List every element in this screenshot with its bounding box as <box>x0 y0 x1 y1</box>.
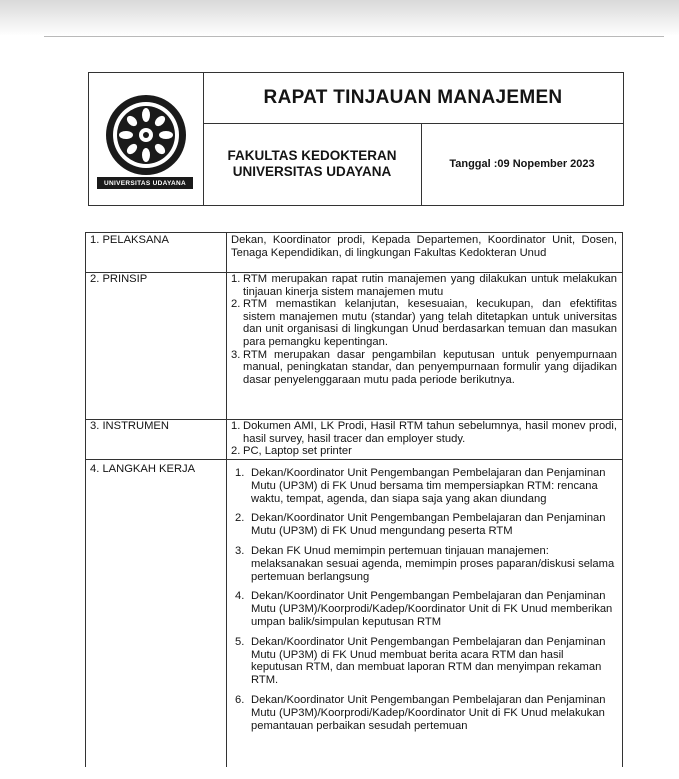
document-header <box>88 72 624 206</box>
list-item <box>231 298 617 348</box>
list-number: 1. <box>231 420 241 432</box>
list-number: 5. <box>235 635 245 648</box>
row-pelaksana <box>86 233 622 273</box>
list-text: RTM memastikan kelanjutan, kesesuaian, kecukupan, dan efektifitas sistem manajemen mutu (standar) yang telah ditetapkan untuk universitas dan unit organisasi di lingkungan Unud berdasarkan temuan dan masukan para pemangku kepentingan. <box>243 298 617 348</box>
list-item <box>231 694 617 732</box>
langkah-list <box>231 467 617 732</box>
list-number: 2. <box>231 445 241 458</box>
document-date: Tanggal :09 Nopember 2023 <box>449 158 595 170</box>
list-item <box>231 445 617 458</box>
list-text: Dekan FK Unud memimpin pertemuan tinjauan manajemen: melaksanakan sesuai agenda, memimpin proses paparan/diskusi selama pertemuan berlangsung <box>251 544 615 583</box>
list-number: 3. <box>231 348 241 361</box>
faculty-cell <box>203 123 422 205</box>
list-text: Dekan/Koordinator Unit Pengembangan Pembelajaran dan Penjaminan Mutu (UP3M) di FK Unud mengundang peserta RTM <box>251 512 606 538</box>
logo-band <box>97 177 193 189</box>
list-text: Dekan/Koordinator Unit Pengembangan Pembelajaran dan Penjaminan Mutu (UP3M)/Koorprodi/Kadep/Koordinator Unit di FK Unud melakukan pemantauan perbaikan sesudah pertemuan <box>251 693 606 732</box>
row-label-pelaksana: 1. PELAKSANA <box>90 234 169 246</box>
list-number: 3. <box>235 544 245 557</box>
list-number: 1. <box>235 467 245 479</box>
list-text: RTM merupakan dasar pengambilan keputusan untuk penyempurnaan manual, peningkatan standar, dan penyempurnaan formulir yang dijadikan dasar penyelenggaraan mutu pada periode berikutnya. <box>243 348 617 386</box>
list-item <box>231 545 617 583</box>
row-label-langkah: 4. LANGKAH KERJA <box>90 463 196 475</box>
list-text: Dekan/Koordinator Unit Pengembangan Pembelajaran dan Penjaminan Mutu (UP3M) di FK Unud membuat berita acara RTM dan hasil keputusan RTM, dan membuat laporan RTM dan menyimpan rekaman RTM. <box>251 635 606 687</box>
title-cell <box>203 73 623 124</box>
list-item <box>231 512 617 538</box>
procedure-table <box>85 232 623 767</box>
list-item <box>231 636 617 687</box>
document-title: RAPAT TINJAUAN MANAJEMEN <box>263 87 563 108</box>
page-top-shadow <box>0 0 679 36</box>
list-item <box>231 467 617 505</box>
list-text: Dekan/Koordinator Unit Pengembangan Pembelajaran dan Penjaminan Mutu (UP3M) di FK Unud bersama tim mempersiapkan RTM: rencana waktu, tempat, agenda, dan siapa saja yang akan diundang <box>251 467 606 505</box>
list-number: 2. <box>235 512 245 525</box>
university-logo-icon <box>101 93 191 177</box>
row-langkah-kerja <box>86 459 622 779</box>
list-text: Dokumen AMI, LK Prodi, Hasil RTM tahun sebelumnya, hasil monev prodi, hasil survey, hasil tracer dan employer study. <box>243 420 617 445</box>
list-item <box>231 420 617 445</box>
logo-text: UNIVERSITAS UDAYANA <box>103 179 187 187</box>
faculty-name: FAKULTAS KEDOKTERAN <box>227 148 397 163</box>
list-number: 2. <box>231 298 241 311</box>
list-item <box>231 590 617 628</box>
list-number: 6. <box>235 693 245 706</box>
list-number: 4. <box>235 590 245 603</box>
row-label-instrumen: 3. INSTRUMEN <box>90 420 169 432</box>
list-item <box>231 349 617 387</box>
list-item <box>231 273 617 298</box>
list-number: 1. <box>231 273 241 285</box>
list-text: RTM merupakan rapat rutin manajemen yang dilakukan untuk melakukan tinjauan kinerja sistem manajemen mutu <box>243 273 617 298</box>
list-text: PC, Laptop set printer <box>243 445 352 458</box>
prinsip-list <box>231 273 617 386</box>
row-instrumen <box>86 419 622 460</box>
pelaksana-text: Dekan, Koordinator prodi, Kepada Departemen, Koordinator Unit, Dosen, Tenaga Kependidikan, di lingkungan Fakultas Kedokteran Unud <box>231 234 617 259</box>
page-edge-line <box>44 36 664 37</box>
instrumen-list <box>231 420 617 458</box>
date-cell <box>421 123 623 205</box>
logo-cell <box>89 73 204 205</box>
list-text: Dekan/Koordinator Unit Pengembangan Pembelajaran dan Penjaminan Mutu (UP3M)/Koorprodi/Kadep/Koordinator Unit di FK Unud memberikan umpan balik/simpulan keputusan RTM <box>251 590 613 628</box>
row-label-prinsip: 2. PRINSIP <box>90 273 148 285</box>
row-prinsip <box>86 272 622 420</box>
university-name: UNIVERSITAS UDAYANA <box>232 164 392 179</box>
